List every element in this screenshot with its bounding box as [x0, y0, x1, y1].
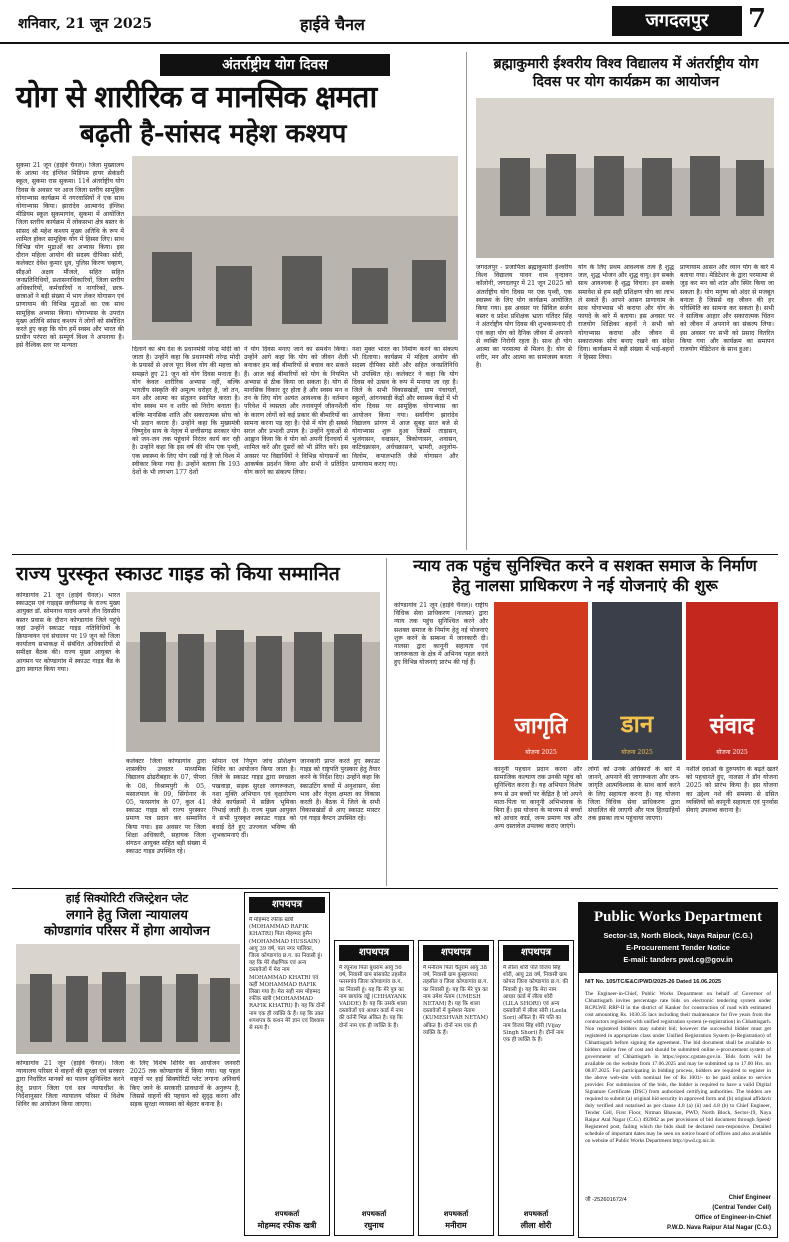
cover-dawn-label: डान [620, 709, 654, 738]
brahma-headline: ब्रह्माकुमारी ईश्वरीय विश्व विद्यालय में अंतर्राष्ट्रीय योग दिवस पर योग कार्यक्रम का आयोजन [493, 56, 759, 90]
page-number: 7 [748, 4, 767, 34]
yoga-subheadline: बढ़ती है-सांसद महेश कश्यप [80, 119, 347, 149]
yoga-column-3: ने योग दिवस मनाए जाने का समर्थन किया। उन्होंने आगे कहा कि योग को जीवन शैली बनाकर हम कई बीमारियों से बचाव कर सकते हैं। आज कई बीमारियों को योग के नियमित अभ्यास से ठीक किया जा सकता है। योग से मानसिक विकार दूर होता है और स्वस्थ मन व तन के लिए योग अत्यंत आवश्यक है। वर्तमान परिवेश में व्यस्तता और तनावपूर्ण जीवनशैली के कारण लोगों को कई प्रकार की बीमारियों का सामना करना पड़ रहा है। ऐसे में योग ही सबसे सरल और प्रभावी उपाय है। उन्होंने युवाओं से आह्वान किया कि वे योग को अपनी दिनचर्या में शामिल करें और दूसरों को भी प्रेरित करें। इस अवसर पर विद्यार्थियों ने विभिन्न योगासनों का आकर्षक प्रदर्शन किया और सभी ने प्रतिदिन योग करने का संकल्प लिया। [244, 346, 348, 477]
yoga-kicker: अंतर्राष्ट्रीय योग दिवस [160, 54, 390, 76]
affidavit-4-body: मैं लीला शोरी पति विजय सिंह शोरी, आयु 28 वर्ष, निवासी ग्राम कोपरा जिला कोण्डागांव छ.ग. की निवासी हूं। यह कि मेरा नाम आधार कार्ड में लीला शोरी (LILA SHORI) एवं अन्य दस्तावेजों में लीला सोरी (Leela Sori) अंकित है। मेरे पति का नाम विजय सिंह शोरी (Vijay Singh Shori) है। दोनों नाम एक ही व्यक्ति के हैं। [503, 965, 569, 1044]
pwd-notice-type: E-Procurement Tender Notice [626, 943, 730, 952]
affidavit-3 [418, 940, 494, 1236]
justice-column-2: कानूनी पहचान प्रदान करना और सामाजिक कल्याण तक उनकी पहुंच को सुनिश्चित करना है। यह अभियान विशेष रूप से उन बच्चों पर केंद्रित है जो अपने माता-पिता या कानूनी अभिभावक के बिना हैं। इस योजना के माध्यम से बच्चों को आधार कार्ड, जन्म प्रमाण पत्र और अन्य दस्तावेज उपलब्ध कराए जाएंगे। [494, 766, 582, 831]
scout-column-3: सोपान एवं निपुण जांच प्रशिक्षण शिविर का आयोजन किया जाता है। जिले के स्काउट गाइड द्वारा स्वच्छता पखवाड़ा, सड़क सुरक्षा जागरूकता, नशा मुक्ति अभियान एवं वृक्षारोपण जैसे कार्यक्रमों में सक्रिय भूमिका निभाई जाती है। राज्य मुख्य आयुक्त ने सभी पुरस्कृत स्काउट गाइड को बधाई देते हुए उज्ज्वल भविष्य की शुभकामनाएं दीं। [212, 758, 296, 839]
affidavit-1-sig-name: मोहम्मद रफीक खत्री [257, 1220, 317, 1230]
cover-jagriti [494, 602, 588, 760]
justice-column-4: नशीले दवाओं के दुरुपयोग के बढ़ते खतरे को पहचानते हुए, नालसा ने डॉन योजना 2025 को प्रारंभ किया है। इस योजना का उद्देश्य नशे की समस्या से ग्रसित व्यक्तियों को कानूनी सहायता एवं पुनर्वास सेवाएं उपलब्ध कराना है। [686, 766, 778, 815]
scout-column-4: जानकारी प्राप्त करते हुए स्काउट गाइड को राष्ट्रपति पुरस्कार हेतु तैयार करने के निर्देश दिए। उन्होंने कहा कि स्काउटिंग बच्चों में अनुशासन, सेवा भाव और नेतृत्व क्षमता का विकास करती है। बैठक में जिले के सभी विकासखंडों से आए स्काउट मास्टर एवं गाइड कैप्टन उपस्थित रहे। [300, 758, 380, 823]
pwd-ref-number: जी -252601672/4 [585, 1197, 627, 1203]
pwd-signatory-1: Chief Engineer [728, 1195, 771, 1201]
affidavit-4-title: शपथपत्र [503, 945, 569, 961]
yoga-column-2: दिलाने का श्रेय देश के प्रधानमंत्री नरेन्द्र मोदी को जाता है। उन्होंने कहा कि प्रधानमंत्री नरेन्द्र मोदी के प्रयासों से आज पूरा विश्व योग की महत्ता को समझते हुए 21 जून को योग दिवस मनाता है। योग केवल शारीरिक अभ्यास नहीं, बल्कि भारतीय संस्कृति की अमूल्य धरोहर है, जो तन, मन और आत्मा का संतुलन स्थापित करता है। योग स्वस्थ मन व शरीर को निरोग बनाता है। बल्कि मानसिक शांति और सकारात्मक सोच को भी प्रदान करता है। उन्होंने कहा कि मुख्यमंत्री विष्णुदेव साय के नेतृत्व में छत्तीसगढ़ सरकार योग को जन-जन तक पहुंचाने निरंतर कार्य कर रही है। उन्होंने कहा कि इस वर्ष की थीम एक पृथ्वी, एक स्वास्थ्य के लिए योग रखी गई है जो विश्व में स्वीकार किया गया है। उन्होंने बताया कि 193 देशों के भी लगभग 177 देशों [132, 346, 240, 477]
yoga-headline: योग से शारीरिक व मानसिक क्षमता [16, 80, 377, 115]
court-headline-line1: हाई सिक्योरिटी रजिस्ट्रेशन प्लेट [65, 892, 189, 905]
edition-city: जगदलपुर [612, 6, 742, 36]
affidavit-4-sig-label: शपथकर्ता [523, 1209, 549, 1218]
pwd-email: E-mail: tanders pwd.cg@gov.in [623, 955, 733, 964]
pwd-signatory-3: Office of Engineer-in-Chief [694, 1215, 771, 1221]
scout-headline: राज्य पुरस्कृत स्काउट गाइड को किया सम्मानित [16, 563, 340, 585]
issue-date: शनिवार, 21 जून 2025 [18, 16, 153, 32]
affidavit-3-body: मैं मनीराम पिता चैतुराम आयु 38 वर्ष, निवासी ग्राम कुम्हारपारा तहसील व जिला कोण्डागांव छ.ग. का निवासी हूं। यह कि मेरे पुत्र का नाम उमेश नेताम (UMESH NETAM) है। यह कि शाला दस्तावेजों में कुमेश्वर नेताम (KUMESHVAR NETAM) अंकित है। दोनों नाम एक ही व्यक्ति के हैं। [423, 965, 488, 1036]
justice-headline-line1: न्याय तक पहुंच सुनिश्चित करने व सशक्त समाज के निर्माण [413, 556, 757, 575]
pwd-nit-number: NIT No. 105/TC/E&C/PWD/2025-26 Dated 16.06.2025 [585, 979, 722, 985]
affidavit-4 [498, 940, 574, 1236]
pwd-body: The Engineer-in-Chief, Public Works Department on behalf of Governor of Chhattisgarh invites percentage rate bids on electronic tendering system under RCPLWE RRP-II in the district of Kanker for construction of road with estimated cost amounting Rs. 1030.35 lacs including their maintenance for five years from the contractors registered with unified registration system (e-registration) in Chhattisgarh. Non registered bidders may submit bid; however the successful bidder must get registered in appropriate class under Unified Registration System (e-Registration) of Chhattisgarh before signing the agreement. The bid document shall be available to bidders online free of cost and should be submitted online e-procurement system of government of Chhattisgarh in https://eproc.cgstate.gov.in. Bids form will be available on the website from 17.06.2025 and may be submitted up to 17.00 Hrs. on 08.07.2025. For participating in bidding process, bidders are required to register in the above web-site with nominal fee of Rs 1001/- to be paid online to service provider. For submission of the bids, the bidder is required to have a valid Digital Signature Certificate (DSC) from authorized certifying authorities. The bidders are required to submit (a) original bid security in approved form and (b) original affidavit duly verified and notarised as per clause 4.8 (a) (ii) and 4.8 (b) to Chief Engineer, Tender Cell, First Floor, Nirman Bhawan, PWD, North Block, Sector-19, Naya Raipur Atal Nagar (C.G.) 492002 as per provisions of bid document through Speed/ Registered post, failing which the bids shall be declared non-responsive. Detailed schedule of important dates may be seen on notice board of offices and also available on website of Public Works Department http://pwd.cg.nic.in [585, 991, 771, 1144]
affidavit-2-title: शपथपत्र [339, 945, 409, 961]
affidavit-2-body: मैं रघुनाथ पिता बुधराम आयु 56 वर्ष, निवासी ग्राम बांसकोट तहसील फरसगांव जिला कोण्डागांव छ.ग. का निवासी हूं। यह कि मेरे पुत्र का नाम छायांक वड्डे (CHHAYANK VADDE) है। यह कि उसके शाला दस्तावेजों एवं आधार कार्ड में नाम की वर्तनी भिन्न अंकित है। यह कि दोनों नाम एक ही व्यक्ति के हैं। [339, 965, 407, 1029]
cover-samvad [686, 602, 778, 760]
court-column-2: के लिए विशेष शिविर का आयोजन जनवरी 2025 तक कोण्डागांव में किया गया। यह पहल वाहनों पर हाई सिक्योरिटी प्लेट लगाना अनिवार्य किए जाने के सरकारी प्रावधानों के अनुरूप है, जिससे वाहनों की पहचान को सुदृढ़ करना और सड़क सुरक्षा व्यवस्था को बेहतर बनाना है। [130, 1060, 240, 1109]
brahma-column-2: योग के लिए प्रथम आवश्यक तत्व है शुद्ध जल, शुद्ध भोजन और शुद्ध वायु। इन सबके साथ आवश्यक है शुद्ध विचार। इन सबके समावेश से हम सही प्रशिक्षण योग का लाभ ले सकते हैं। आपने आसन प्राणायाम के साथ योगाभ्यास भी कराया और योग के फायदे के बारे में बताया। इस अवसर पर राजयोग शिक्षिका बहनों ने सभी को योगाभ्यास कराया और जीवन में सकारात्मक सोच बनाए रखने का संदेश दिया। कार्यक्रम में बड़ी संख्या में भाई-बहनों ने हिस्सा लिया। [578, 264, 674, 362]
pwd-title: Public Works Department [593, 909, 763, 925]
affidavit-3-sig-name: मनीराम [445, 1220, 467, 1230]
pwd-signatory-2: (Central Tender Cell) [712, 1205, 771, 1211]
brahma-column-1: जगदलपुर - प्रजापिता ब्रह्माकुमारी ईश्वरीय विश्व विद्यालय पावन धाम वृन्दावन कॉलोनी, जगदलपुर में 21 जून 2025 को अंतर्राष्ट्रीय योग दिवस पर एक पृथ्वी, एक स्वास्थ्य के लिए योग कार्यक्रम आयोजित किया गया। इस अवसर पर सिविल सर्जन बस्तर व प्रदेश प्रशिक्षक भ्राता यतिंदर सिंह ने अंतर्राष्ट्रीय योग दिवस की शुभकामनाएं दी एवं कहा योग को दैनिक जीवन में अपनाने से व्यक्ति निरोगी रहता है। साथ ही योग आत्मा का परमात्मा से मिलन है। योग से शरीर, मन और आत्मा का सामंजस्य बनता है। [476, 264, 572, 370]
justice-column-3: लोगों को उनके अधिकारों के बारे में जानने, अपनाने की जागरूकता और जन-जागृति आत्मविश्वास के साथ कार्य करने के लिए सहायता करना है। यह योजना जिला विधिक सेवा प्राधिकरण द्वारा संचालित की जाएगी और पात्र हितग्राहियों तक इसका लाभ पहुंचाया जाएगा। [588, 766, 680, 823]
affidavit-4-sig-name: लीला शोरी [520, 1220, 552, 1230]
scout-column-2: कलेक्टर जिला कोण्डागांव द्वारा शासकीय उच्चतर माध्यमिक विद्यालय ढोढरीबहार के 07, पीपरा के 08, विश्रामपुरी के 05, मसालपाल के 09, सिंगोनार के 05, फरसगांव के 07, कुल 41 स्काउट गाइड को राज्य पुरस्कार प्रमाण पत्र प्रदान कर सम्मानित किया गया। इस अवसर पर जिला शिक्षा अधिकारी, सहायक जिला संगठन आयुक्त सहित बड़ी संख्या में स्काउट गाइड उपस्थित रहे। [126, 758, 206, 856]
masthead [0, 0, 789, 44]
pwd-address: Sector-19, North Block, Naya Raipur (C.G.) [603, 931, 753, 940]
scout-photo [126, 592, 380, 752]
yoga-photo [132, 156, 458, 340]
cover-samvad-year: योजना 2025 [716, 749, 748, 756]
scout-column-1: कोण्डागांव 21 जून (हाईवे चैनल)। भारत स्काउट्स एवं गाइड्स छत्तीसगढ़ के राज्य मुख्य आयुक्त डॉ. सोमनाथ यादव अपने तीन दिवसीय बस्तर प्रवास के दौरान कोण्डागांव जिले पहुंचे जहां उन्होंने स्काउट गाइड गतिविधियों के क्रियान्वयन एवं संचालन पर 19 जून को जिला कार्यालय सभाकक्ष में संबंधित अधिकारियों से समीक्षा बैठक की। राज्य मुख्य आयुक्त के आगमन पर कोण्डागांव में स्काउट गाइड बैंड के द्वारा स्वागत किया गया। [16, 592, 120, 673]
affidavit-1-body: मैं मोहम्मद रफीक खत्री (MOHAMMAD RAFIK KHATRI) पिता मोहम्मद हुसैन (MOHAMMAD HUSSAIN) आयु 39 वर्ष, पता नगर पालिका, जिला कोण्डागांव छ.ग. का निवासी हूं। यह कि मेरे शैक्षणिक एवं अन्य दस्तावेजों में मेरा नाम MOHAMMAD KHATRI एवं कहीं MOHAMMAD RAFIK लिखा गया है। मेरा सही नाम मोहम्मद रफीक खत्री (MOHAMMAD RAFIK KHATRI) है। यह कि दोनों नाम एक ही व्यक्ति के हैं। यह कि उक्त शपथपत्र के कथन मेरे ज्ञान एवं विश्वास से सत्य हैं। [249, 917, 325, 1032]
affidavit-2-sig-label: शपथकर्ता [361, 1209, 387, 1218]
court-photo [16, 944, 240, 1054]
yoga-column-4: नशा मुक्त भारत का निर्माण करने का संकल्प भी दिलाया। कार्यक्रम में महिला आयोग की सदस्य दीपिका सोरी और सहित जनप्रतिनिधि भी उपस्थित रहे। कलेक्टर ने कहा कि योग दिवस को उत्सव के रूप में मनाया जा रहा है। जिले के सभी विकासखंडों, ग्राम पंचायतों, स्कूलों, आंगनबाड़ी केंद्रों और स्वास्थ्य केंद्रों में भी योग दिवस पर सामूहिक योगाभ्यास का आयोजन किया गया। सर्वांगीण झारांदेव विद्यालय प्रांगण में आज सुबह सात बजे से योगाभ्यास शुरू हुआ जिसमें ताड़ासन, भुजंगासन, वज्रासन, त्रिकोणासन, शवासन, कटिचक्रासन, अर्धचक्रासन, भ्रामरी, अनुलोम-विलोम, कपालभाति जैसे योगासन और प्राणायाम कराए गए। [352, 346, 458, 468]
brahma-column-3: प्राणायाम आसन और ध्यान योग के बारे में बताया गया। मेडिटेशन के द्वारा परमात्मा से जुड़ कर मन को शांत और स्थिर किया जा सकता है। योग मनुष्य को अंदर से मजबूत बनाता है जिससे वह जीवन की हर परिस्थिति का सामना कर सकता है। सभी ने सात्विक आहार और सकारात्मक चिंतन को जीवन में अपनाने का संकल्प लिया। इस अवसर पर सभी को प्रसाद वितरित किया गया और कार्यक्रम का समापन राजयोग मेडिटेशन के साथ हुआ। [680, 264, 774, 354]
court-headline-line2: लगाने हेतु जिला न्यायालय [66, 908, 188, 923]
cover-jagriti-label: जागृति [514, 713, 568, 739]
yoga-column-1: सुकमा 21 जून (हाईवे चैनल)। जिला मुख्यालय के आत्मा नंद इंग्लिश मिडियम हायर सेकंडरी स्कूल, सुकमा रास सुकमा। 11वें अंतर्राष्ट्रीय योग दिवस के अवसर पर आज जिला स्तरीय सामूहिक योगाभ्यास कार्यक्रम में नगरवासियों ने एक साथ योगाभ्यास किया। झारांदेव आत्मानंद इंग्लिश मीडियम स्कूल सुकमागांव, सुकमा में आयोजित जिला स्तरीय कार्यक्रम में लोकसभा क्षेत्र बस्तर के सांसद श्री महेश कश्यप मुख्य अतिथि के रूप में शामिल होकर सामूहिक योग में हिस्सा लिए। साथ विभिन्न योग मुद्राओं का अभ्यास किया। इस दौरान महिला आयोग की सदस्य दीपिका सोरी, कलेक्टर देवेश कुमार ध्रुव, पुलिस किरण चव्हाण, सीइओ अक्षय मौंजले, सहित सहित जनप्रतिनिधियों, प्रशासनाधिकारियों, जिला स्तरीय अधिकारियों, कर्मचारियों व नागरिकों, छात्र-छात्राओं ने बड़ी संख्या में भाग लेकर योगासन एवं प्राणायाम की विभिन्न मुद्राओं का एक साथ सामूहिक अभ्यास किया। योगाभ्यास के उपरांत मुख्य अतिथि सांसद कश्यप ने लोगों को संबोधित करते हुए कहा कि योग हमें स्वस्थ और भारत की प्राचीन परंपरा को सम्पूर्ण विश्व ने अपनाया है। इसे वैश्विक स्तर पर मान्यता [16, 162, 124, 350]
pwd-header [579, 903, 777, 973]
pwd-tender-notice [578, 902, 778, 1238]
court-headline-line3: कोण्डागांव परिसर में होगा आयोजन [44, 924, 210, 939]
court-column-1: कोण्डागांव 21 जून (हाईवे चैनल)। जिला न्यायालय परिसर में वाहनों की सुरक्षा एवं सरकार द्वारा निर्धारित मानकों का पालन सुनिश्चित करने हेतु प्रधान जिला एवं सत्र न्यायाधीश के निर्देशानुसार जिला न्यायालय परिसर में विशेष शिविर का आयोजन किया जाएगा। [16, 1060, 124, 1109]
cover-dawn [592, 602, 682, 760]
pwd-signatory-4: P.W.D. Nava Raipur Atal Nagar (C.G.) [666, 1225, 771, 1231]
affidavit-1-title: शपथपत्र [249, 897, 325, 913]
affidavit-3-title: शपथपत्र [423, 945, 489, 961]
affidavit-2 [334, 940, 414, 1236]
cover-dawn-year: योजना 2025 [621, 749, 653, 756]
affidavit-2-sig-name: रघुनाथ [364, 1220, 384, 1230]
affidavit-3-sig-label: शपथकर्ता [443, 1209, 469, 1218]
brahma-photo [476, 98, 774, 258]
cover-samvad-label: संवाद [709, 713, 755, 739]
affidavit-1 [244, 892, 330, 1236]
publication-name: हाईवे चैनल [300, 15, 365, 34]
justice-column-1: कोण्डागांव 21 जून (हाईवे चैनल)। राष्ट्रीय विधिक सेवा प्राधिकरण (नालसा) द्वारा न्याय तक पहुंच सुनिश्चित करने और सशक्त समाज के निर्माण हेतु नई योजनाएं शुरू करने के सम्बन्ध में जानकारी दी। नालसा द्वारा कानूनी सहायता एवं जागरूकता के क्षेत्र में अभिनव पहल करते हुए विभिन्न योजनाएं प्रारंभ की गई हैं। [394, 602, 488, 667]
cover-jagriti-year: योजना 2025 [525, 749, 557, 756]
affidavit-1-sig-label: शपथकर्ता [274, 1209, 300, 1218]
justice-headline-line2: हेतु नालसा प्राधिकरण ने नई योजनाएं की शुरू [452, 576, 718, 595]
